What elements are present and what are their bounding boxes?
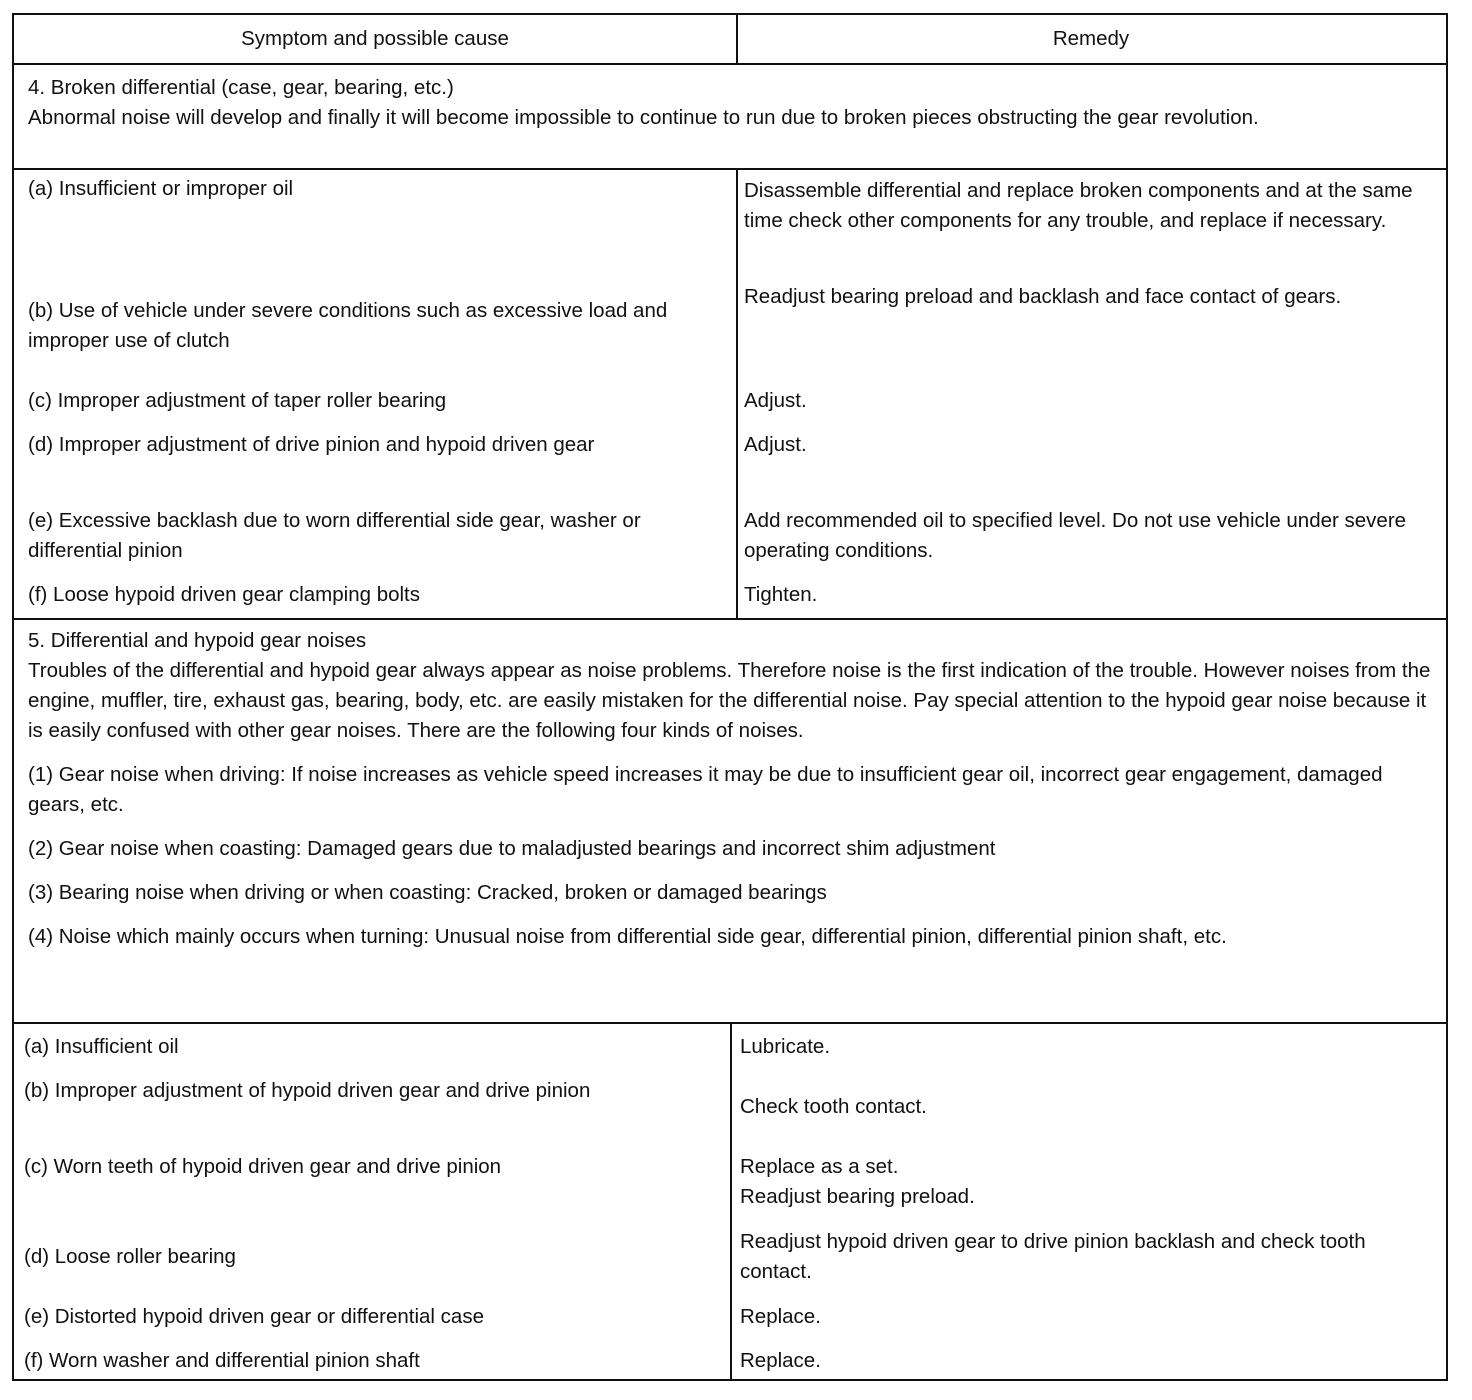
- section4-row-e-remedy: Add recommended oil to specified level. Do not use vehicle under severe operating conditions.: [744, 509, 1407, 562]
- column-divider: [736, 170, 738, 618]
- section5-kind-1: (1) Gear noise when driving: If noise increases as vehicle speed increases it may be due to insufficient gear oil, incorrect gear engagement, damaged gears, etc.: [28, 763, 1383, 816]
- section4-row-a-remedy: Disassemble differential and replace broken components and at the same time check other components for any trouble, and replace if necessary.: [744, 179, 1413, 232]
- section4-title: 4. Broken differential (case, gear, bearing, etc.): [28, 76, 454, 99]
- section5-rows: [14, 1024, 1446, 1379]
- section5-kind-4: (4) Noise which mainly occurs when turning: Unusual noise from differential side gear, differential pinion, differential pinion shaft, etc.: [28, 925, 1227, 948]
- section4-row-d-cause: (d) Improper adjustment of drive pinion and hypoid driven gear: [28, 433, 595, 456]
- section4-row-c-cause: (c) Improper adjustment of taper roller bearing: [28, 389, 447, 412]
- section5-row-c-remedy: Replace as a set.: [740, 1155, 899, 1178]
- section5-kind-3: (3) Bearing noise when driving or when coasting: Cracked, broken or damaged bearings: [28, 881, 827, 904]
- section5-kind-2: (2) Gear noise when coasting: Damaged gears due to maladjusted bearings and incorrect shim adjustment: [28, 837, 996, 860]
- header-remedy: Remedy: [1052, 27, 1130, 50]
- section5-row-d-remedy: Readjust hypoid driven gear to drive pinion backlash and check tooth contact.: [740, 1230, 1366, 1283]
- section4-row-b-cause: (b) Use of vehicle under severe conditions such as excessive load and improper use of clutch: [28, 299, 668, 352]
- section4-row-f-remedy: Tighten.: [744, 583, 818, 606]
- section5-row-a-cause: (a) Insufficient oil: [24, 1035, 179, 1058]
- section4-row-d-remedy: Adjust.: [744, 433, 807, 456]
- section4-description: Abnormal noise will develop and finally it will become impossible to continue to run due to broken pieces obstructing the gear revolution.: [28, 106, 1259, 129]
- section5-row-e-cause: (e) Distorted hypoid driven gear or differential case: [24, 1305, 484, 1328]
- section4-row-e-cause: (e) Excessive backlash due to worn differential side gear, washer or differential pinion: [28, 509, 641, 562]
- section5-row-f-remedy: Replace.: [740, 1349, 821, 1372]
- section5-row-a-remedy: Lubricate.: [740, 1035, 831, 1058]
- section5-band: [14, 618, 1446, 1024]
- section5-description: Troubles of the differential and hypoid gear always appear as noise problems. Therefore noise is the first indication of the trouble. However noises from the engine, muffler, tire, exhaust gas, bearing, body, etc. are easily mistaken for the differential noise. Pay special attention to the hypoid gear noise because it is easily confused with other gear noises. There are the following four kinds of noises.: [28, 659, 1431, 742]
- section5-row-d-cause: (d) Loose roller bearing: [24, 1245, 236, 1268]
- section4-row-f-cause: (f) Loose hypoid driven gear clamping bolts: [28, 583, 420, 606]
- section5-row-c-remedy-2: Readjust bearing preload.: [740, 1185, 975, 1208]
- column-divider: [730, 1024, 732, 1379]
- troubleshooting-table: [12, 13, 1448, 1381]
- section5-title: 5. Differential and hypoid gear noises: [28, 629, 367, 652]
- section5-row-b-remedy: Check tooth contact.: [740, 1095, 927, 1118]
- section4-row-c-remedy: Adjust.: [744, 389, 807, 412]
- section4-band: [14, 63, 1446, 170]
- section5-row-c-cause: (c) Worn teeth of hypoid driven gear and drive pinion: [24, 1155, 502, 1178]
- table-header: [14, 15, 1446, 65]
- section4-row-a-cause: (a) Insufficient or improper oil: [28, 177, 294, 200]
- section4-row-b-remedy: Readjust bearing preload and backlash and face contact of gears.: [744, 285, 1342, 308]
- section5-row-e-remedy: Replace.: [740, 1305, 821, 1328]
- header-symptom: Symptom and possible cause: [14, 15, 738, 63]
- section4-rows: [14, 170, 1446, 620]
- section5-row-b-cause: (b) Improper adjustment of hypoid driven gear and drive pinion: [24, 1079, 591, 1102]
- section5-row-f-cause: (f) Worn washer and differential pinion shaft: [24, 1349, 420, 1372]
